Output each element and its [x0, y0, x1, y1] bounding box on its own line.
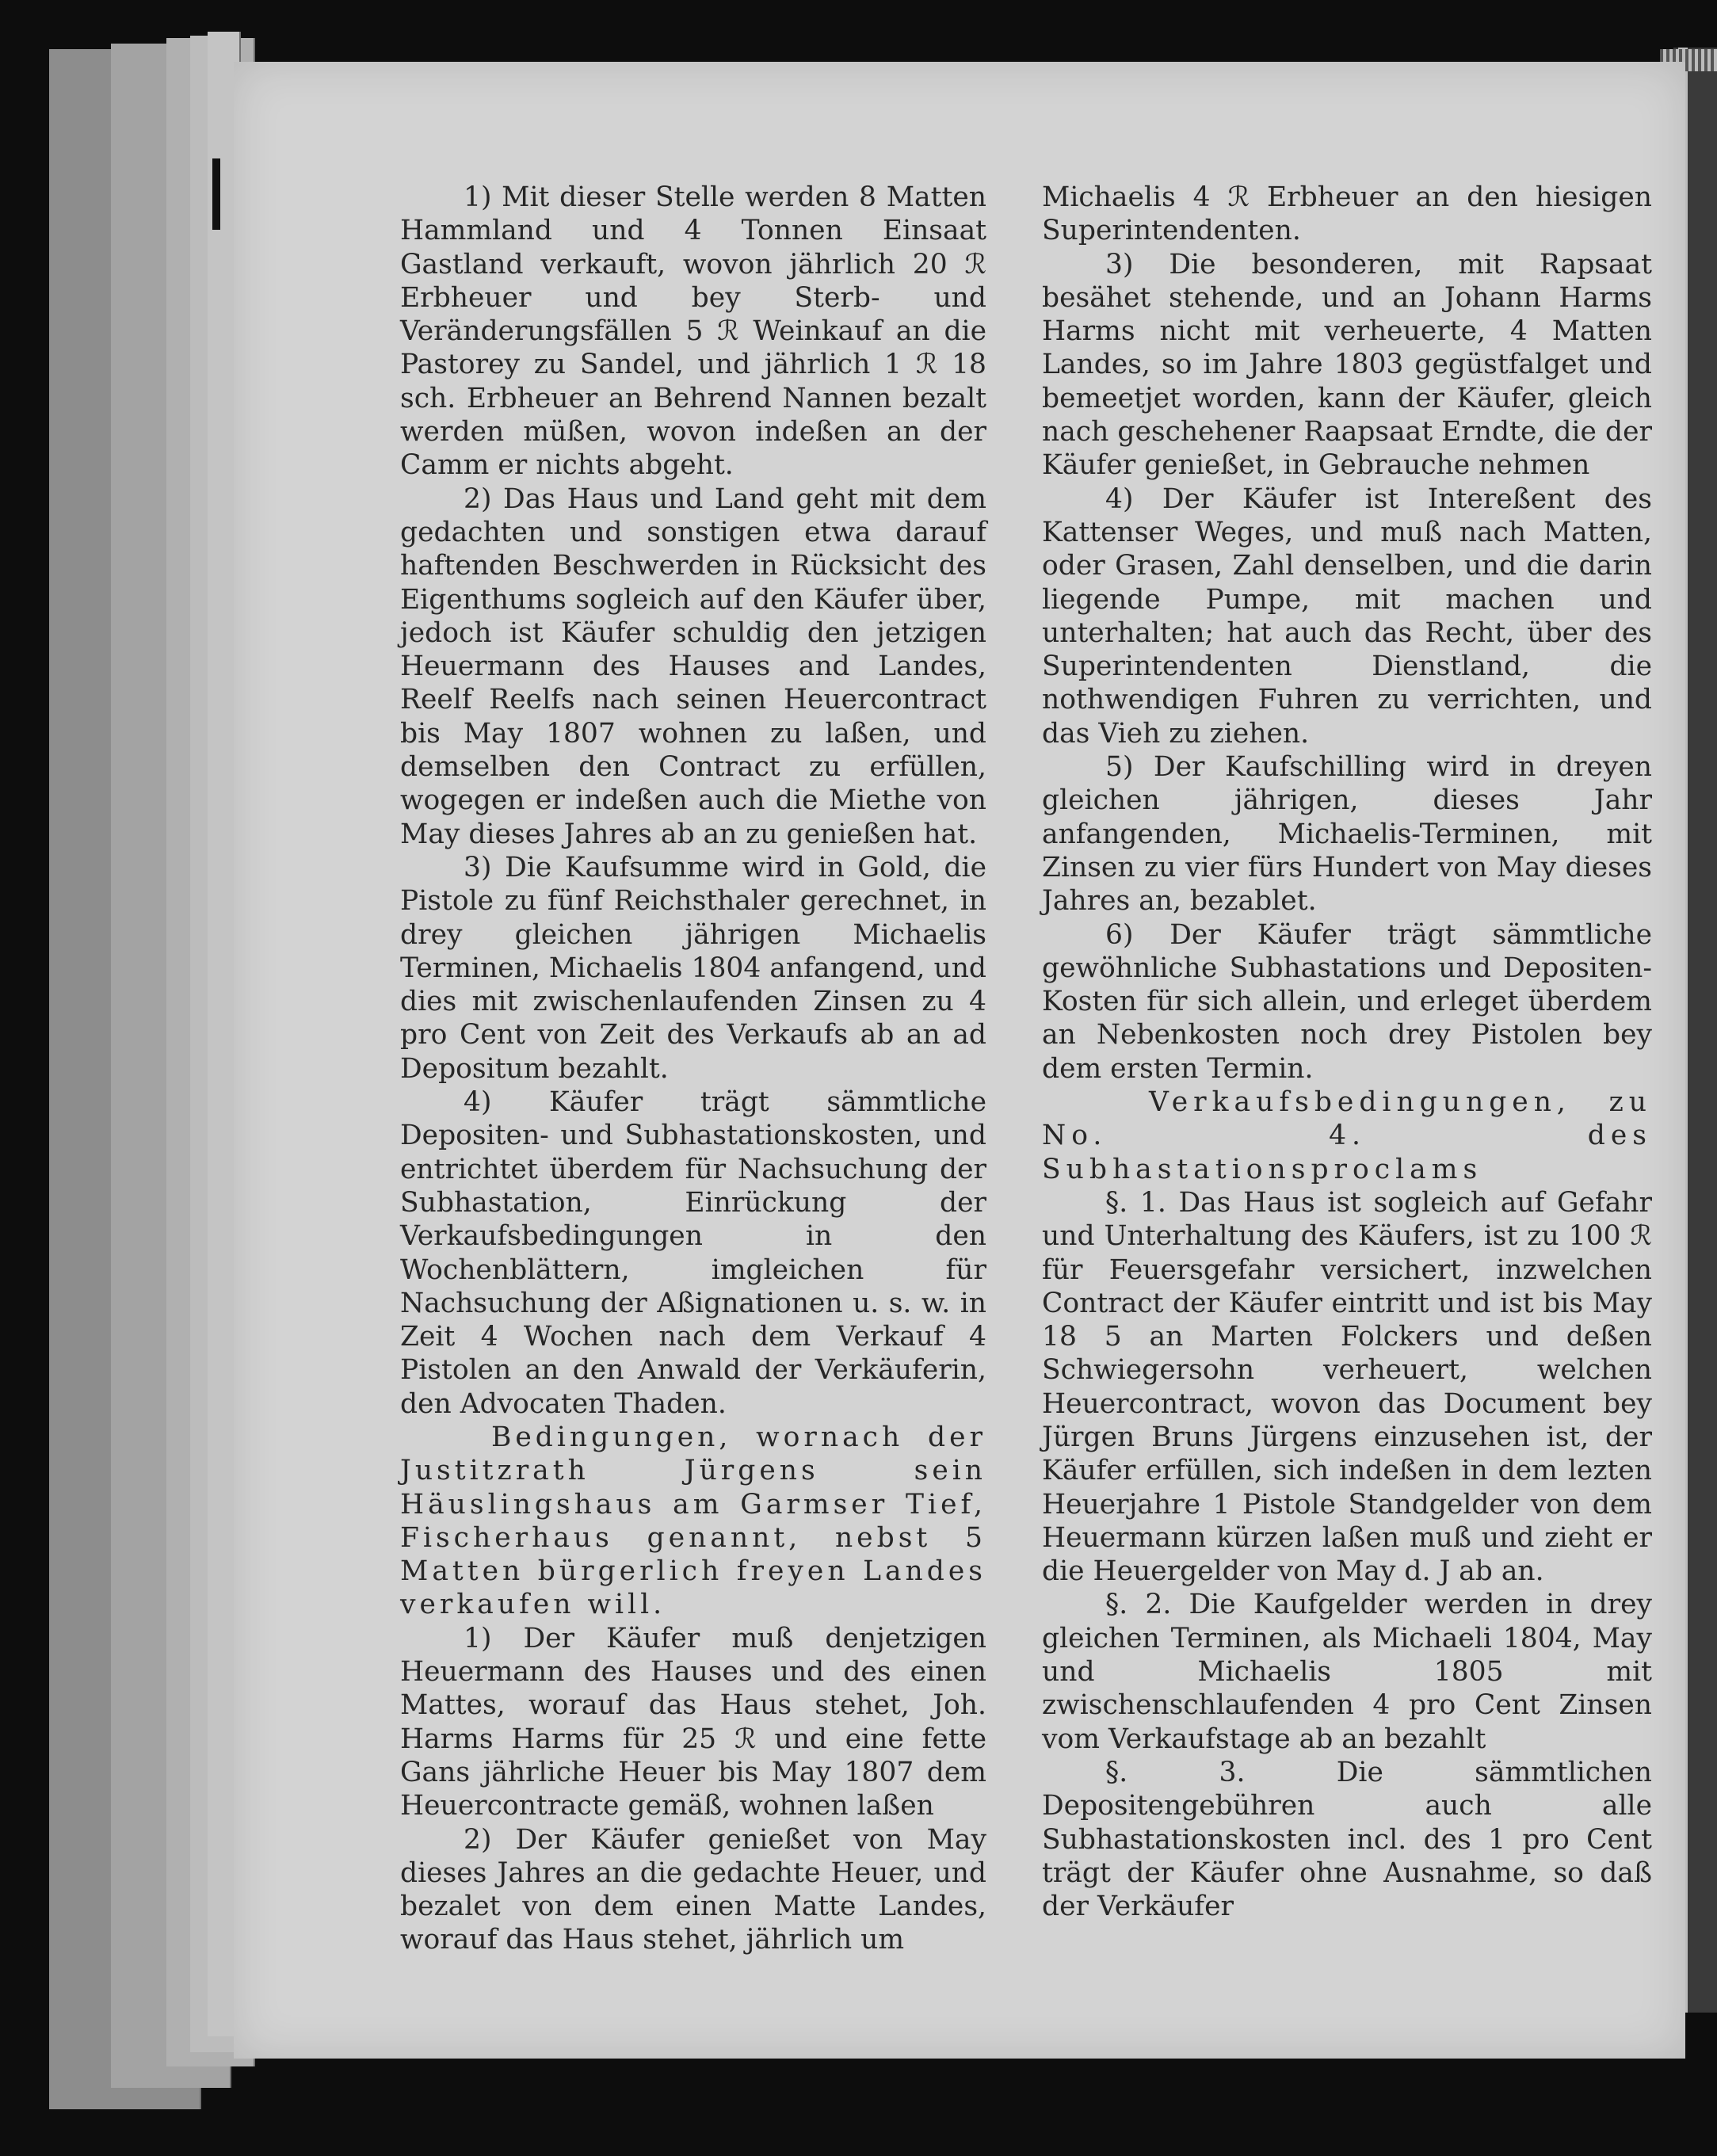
paragraph: 3) Die besonderen, mit Rapsaat besähet stehende, und an Johann Harms Harms nicht mit verheuerte, 4 Matten Landes, so im Jahre 1803 gegüstfalget und bemeetjet worden, kann der Käufer, gleich nach geschehener Raapsaat Erndte, die der Käufer genießet, in Gebrauche nehmen — [1042, 248, 1652, 482]
paragraph: 4) Der Käufer ist Intereßent des Kattenser Weges, und muß nach Matten, oder Grasen, Zahl denselben, und die darin liegende Pumpe, mit machen und unterhalten; hat auch das Recht, über des Superintendenten Dienstland, die nothwendigen Fuhren zu verrichten, und das Vieh zu ziehen. — [1042, 483, 1652, 750]
paragraph: §. 2. Die Kaufgelder werden in drey gleichen Terminen, als Michaeli 1804, May und Michaelis 1805 mit zwischenschlaufenden 4 pro Cent Zinsen vom Verkaufstage ab an bezahlt — [1042, 1589, 1652, 1755]
paragraph: 2) Das Haus und Land geht mit dem gedachten und sonstigen etwa darauf haftenden Beschwerden in Rücksicht des Eigenthums sogleich auf den Käufer über, jedoch ist Käufer schuldig den jetzigen Heuermann des Hauses and Landes, Reelf Reelfs nach seinen Heuercontract bis May 1807 wohnen zu laßen, und demselben den Contract zu erfüllen, wogegen er indeßen auch die Miethe von May dieses Jahres ab an zu genießen hat. — [400, 483, 986, 850]
paragraph: 4) Käufer trägt sämmtliche Depositen- und Subhastationskosten, und entrichtet überdem für Nachsuchung der Subhastation, Einrückung der Verkaufsbedingungen in den Wochenblättern, imgleichen für Nachsuchung der Aßignationen u. s. w. in Zeit 4 Wochen nach dem Verkauf 4 Pistolen an den Anwald der Verkäuferin, den Advocaten Thaden. — [400, 1086, 986, 1420]
dark-marker-strip — [212, 158, 220, 230]
paragraph: 6) Der Käufer trägt sämmtliche gewöhnliche Subhastations und Depositen-Kosten für sich allein, und erleget überdem an Nebenkosten noch drey Pistolen bey dem ersten Termin. — [1042, 918, 1652, 1085]
paragraph: 1) Der Käufer muß denjetzigen Heuermann des Hauses und des einen Mattes, worauf das Haus stehet, Joh. Harms Harms für 25 ℛ und eine fette Gans jährliche Heuer bis May 1807 dem Heuercontracte gemäß, wohnen laßen — [400, 1622, 986, 1822]
left-text-column — [400, 181, 986, 1957]
paragraph: §. 1. Das Haus ist sogleich auf Gefahr und Unterhaltung des Käufers, ist zu 100 ℛ für Feuersgefahr versichert, inzwelchen Contract der Käufer eintritt und ist bis May 18 5 an Marten Folckers und deßen Schwiegersohn verheuert, welchen Heuercontract, wovon das Document bey Jürgen Bruns Jürgens einzusehen ist, der Käufer erfüllen, sich indeßen in dem lezten Heuerjahre 1 Pistole Standgelder von dem Heuermann kürzen laßen muß und zieht er die Heuergelder von May d. J ab an. — [1042, 1186, 1652, 1588]
document-page — [234, 62, 1685, 2059]
paragraph: 5) Der Kaufschilling wird in dreyen gleichen jährigen, dieses Jahr anfangenden, Michaelis-Terminen, mit Zinsen zu vier fürs Hundert von May dieses Jahres an, bezablet. — [1042, 751, 1652, 918]
section-heading-paragraph: Bedingungen, wornach der Justitzrath Jürgens sein Häuslingshaus am Garmser Tief, Fischerhaus genannt, nebst 5 Matten bürgerlich freyen Landes verkaufen will. — [400, 1421, 986, 1621]
paragraph: §. 3. Die sämmtlichen Depositengebühren auch alle Subhastationskosten incl. des 1 pro Cent trägt der Käufer ohne Ausnahme, so daß der Verkäufer — [1042, 1756, 1652, 1923]
paragraph: Michaelis 4 ℛ Erbheuer an den hiesigen Superintendenten. — [1042, 181, 1652, 247]
paragraph: 3) Die Kaufsumme wird in Gold, die Pistole zu fünf Reichsthaler gerechnet, in drey gleichen jährigen Michaelis Terminen, Michaelis 1804 anfangend, und dies mit zwischenlaufenden Zinsen zu 4 pro Cent von Zeit des Verkaufs ab an ad Depositum bezahlt. — [400, 851, 986, 1085]
right-text-column — [1042, 181, 1652, 1923]
section-heading: Verkaufsbedingungen, zu No. 4. des Subhastationsproclams — [1042, 1086, 1652, 1185]
paragraph: 1) Mit dieser Stelle werden 8 Matten Hammland und 4 Tonnen Einsaat Gastland verkauft, wovon jährlich 20 ℛ Erbheuer und bey Sterb- und Veränderungsfällen 5 ℛ Weinkauf an die Pastorey zu Sandel, und jährlich 1 ℛ 18 sch. Erbheuer an Behrend Nannen bezalt werden müßen, wovon indeßen an der Camm er nichts abgeht. — [400, 181, 986, 482]
paragraph: 2) Der Käufer genießet von May dieses Jahres an die gedachte Heuer, und bezalet von dem einen Matte Landes, worauf das Haus stehet, jährlich um — [400, 1823, 986, 1956]
